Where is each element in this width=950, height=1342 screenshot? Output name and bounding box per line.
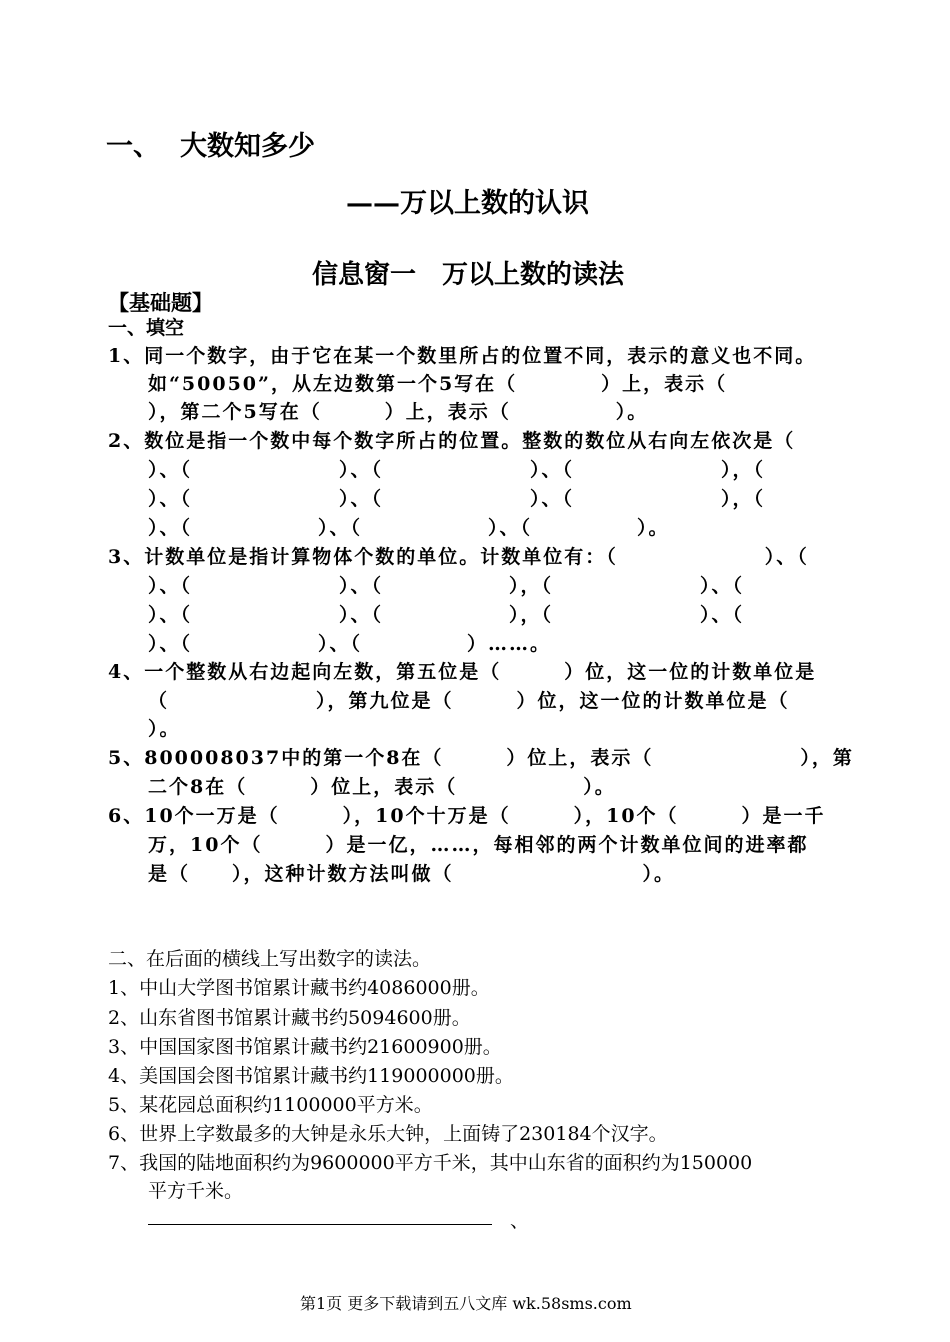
p2-item-5: 5、某花园总面积约1100000平方米。 <box>108 1094 433 1116</box>
p2-item-1: 1、中山大学图书馆累计藏书约4086000册。 <box>108 977 490 999</box>
p2-item-4: 4、美国国会图书馆累计藏书约119000000册。 <box>108 1065 514 1087</box>
answer-separator: 、 <box>510 1210 530 1232</box>
p2-item-6: 6、世界上字数最多的大钟是永乐大钟，上面铸了230184个汉字。 <box>108 1123 668 1145</box>
part2-label: 二、在后面的横线上写出数字的读法。 <box>108 948 432 970</box>
p2-item-2: 2、山东省图书馆累计藏书约5094600册。 <box>108 1007 471 1029</box>
part1-label: 一、填空 <box>108 317 185 339</box>
q2-line1: 2、数位是指一个数中每个数字所占的位置。整数的数位从右向左依次是（ <box>108 430 796 452</box>
q3-line3: ）、（ ）、（ ），（ ）、（ <box>148 604 745 626</box>
q6-line1: 6、10个一万是（ ），10个十万是（ ），10个（ ）是一千 <box>108 805 826 827</box>
chapter-title: 大数知多少 <box>180 131 315 162</box>
q3-line1: 3、计数单位是指计算物体个数的单位。计数单位有：（ ）、（ <box>108 546 809 568</box>
p2-item-7-cont: 平方千米。 <box>148 1180 244 1202</box>
q1-line3: ），第二个5写在（ ）上，表示（ ）。 <box>148 401 649 423</box>
q5-line2: 二个8在（ ）位上，表示（ ）。 <box>148 776 616 798</box>
q6-line3: 是（ ），这种计数方法叫做（ ）。 <box>148 863 676 885</box>
q4-line1: 4、一个整数从右边起向左数，第五位是（ ）位，这一位的计数单位是 <box>108 661 817 683</box>
q4-line3: ）。 <box>148 718 181 740</box>
q1-line1: 1、同一个数字，由于它在某一个数里所占的位置不同，表示的意义也不同。 <box>108 345 817 367</box>
q1-line2: 如“50050”，从左边数第一个5写在（ ）上，表示（ <box>148 373 728 395</box>
q3-line2: ）、（ ）、（ ），（ ）、（ <box>148 575 745 597</box>
p2-item-7: 7、我国的陆地面积约为9600000平方千米，其中山东省的面积约为150000 <box>108 1152 753 1174</box>
chapter-number: 一、 <box>106 131 160 162</box>
page-footer: 第1页 更多下载请到五八文库 wk.58sms.com <box>300 1294 632 1313</box>
p2-item-3: 3、中国国家图书馆累计藏书约21600900册。 <box>108 1036 502 1058</box>
q4-line2: （ ），第九位是（ ）位，这一位的计数单位是（ <box>148 690 790 712</box>
q3-line4: ）、（ ）、（ ）……。 <box>148 633 552 655</box>
chapter-subtitle: ——万以上数的认识 <box>346 188 589 219</box>
answer-line <box>148 1224 492 1225</box>
q2-line4: ）、（ ）、（ ）、（ ）。 <box>148 517 670 539</box>
section-title: 信息窗一 万以上数的读法 <box>312 260 625 290</box>
q2-line3: ）、（ ）、（ ）、（ ），（ <box>148 488 766 510</box>
q5-line1: 5、800008037中的第一个8在（ ）位上，表示（ ），第 <box>108 747 854 769</box>
q2-line2: ）、（ ）、（ ）、（ ），（ <box>148 459 766 481</box>
basic-label: 【基础题】 <box>108 290 213 315</box>
q6-line2: 万，10个（ ）是一亿，……，每相邻的两个计数单位间的进率都 <box>148 834 809 856</box>
